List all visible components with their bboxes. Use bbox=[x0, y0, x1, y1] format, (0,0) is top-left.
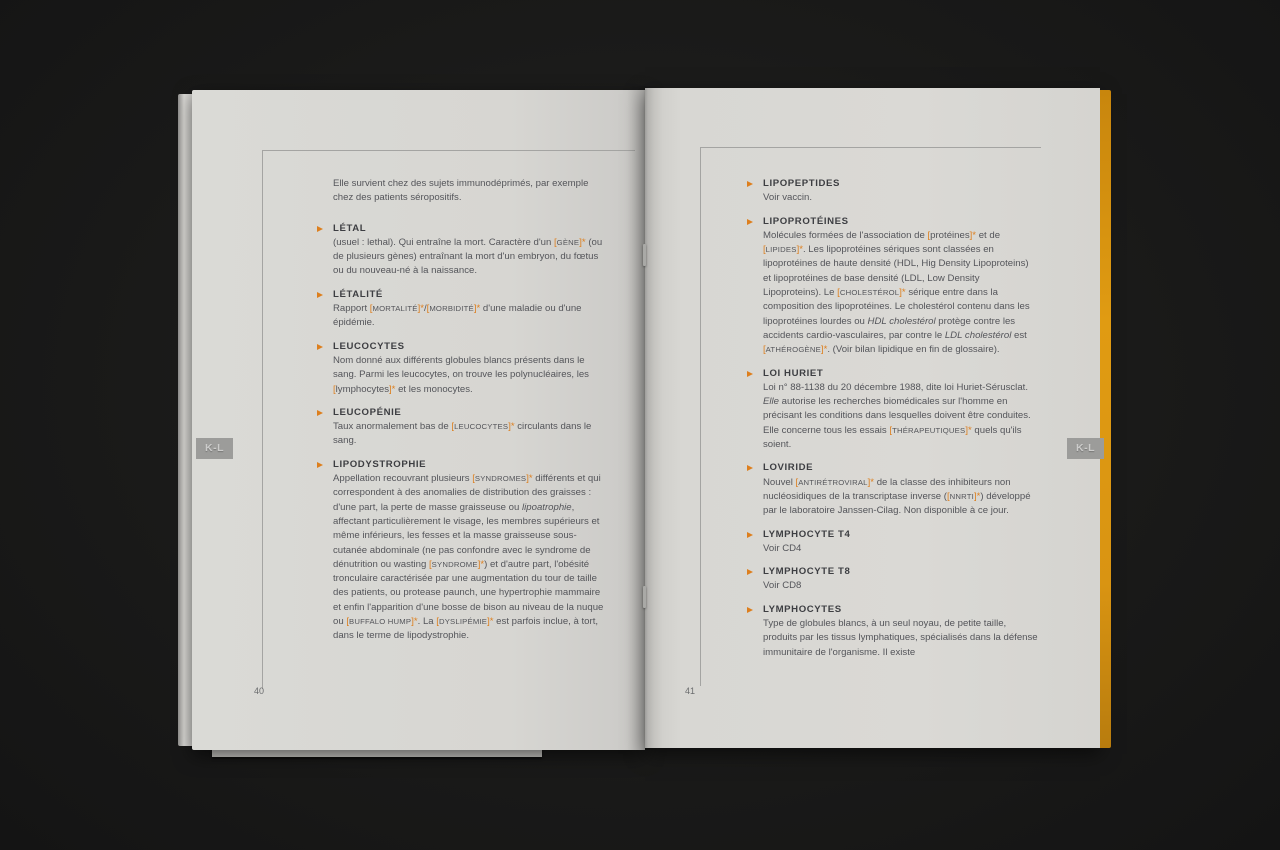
cross-reference: [SYNDROMES]* bbox=[472, 473, 533, 485]
entry-term: LIPOPEPTIDES bbox=[763, 178, 841, 189]
entry-body: Type de globules blancs, à un seul noyau, de petite taille, produits par les tissus lymphatiques, spécialisés dans la défense immunitaire de l'organisme. Il existe bbox=[763, 618, 1038, 658]
entry-body: Loi n° 88-1138 du 20 décembre 1988, dite loi Huriet-Sérusclat. Elle autorise les recherches biomédicales sur l'homme en précisant les conditions dans lesquelles doivent être conduites. Elle concerne tous les essais [THÉRAPEUTIQUES]* quels qu'ils soient. bbox=[763, 381, 1031, 451]
left-entries bbox=[333, 222, 605, 644]
cross-reference: [ANTIRÉTROVIRAL]* bbox=[795, 476, 875, 488]
entry-term: LÉTALITÉ bbox=[333, 288, 383, 300]
glossary-entry bbox=[333, 458, 605, 644]
entry-arrow-icon bbox=[747, 607, 753, 613]
entry-body: Voir CD8 bbox=[763, 580, 802, 592]
cross-reference: [NNRTI]* bbox=[946, 490, 981, 502]
entry-arrow-icon bbox=[747, 532, 753, 538]
entry-term: LOVIRIDE bbox=[763, 462, 814, 474]
entry-body: (usuel : lethal). Qui entraîne la mort. Caractère d'un [GÈNE]* (ou de plusieurs gènes) entraînant la mort d'un embryon, du fœtus ou du nouveau-né à la naissance. bbox=[333, 236, 603, 277]
entry-arrow-icon bbox=[317, 292, 323, 298]
cross-reference: [LEUCOCYTES]* bbox=[451, 421, 515, 433]
cross-reference: [MORBIDITÉ]* bbox=[426, 303, 481, 315]
cross-reference: [THÉRAPEUTIQUES]* bbox=[889, 424, 972, 436]
cross-reference: [lymphocytes]* bbox=[333, 383, 396, 395]
entry-body: Nouvel [ANTIRÉTROVIRAL]* de la classe des inhibiteurs non nucléosidiques de la transcriptase inverse ([NNRTI]*) développé par le laboratoire Janssen-Cilag. Non disponible à ce jour. bbox=[763, 476, 1031, 517]
entry-arrow-icon bbox=[747, 569, 753, 575]
cross-reference: [LIPIDES]* bbox=[763, 244, 803, 256]
entry-body: Taux anormalement bas de [LEUCOCYTES]* circulants dans le sang. bbox=[333, 421, 592, 447]
cross-reference: [protéines]* bbox=[927, 229, 977, 241]
entry-term: LYMPHOCYTES bbox=[763, 603, 842, 615]
page-left bbox=[192, 90, 645, 750]
entry-body: Molécules formées de l'association de [protéines]* et de [LIPIDES]*. Les lipoprotéines sériques sont classées en lipoprotéines de haute densité (HDL, Hig Density Lipoproteins) et lipoprotéines de base densité (LDL, Low Density Lipoproteins). Le [CHOLESTÉROL]* sérique entre dans la composition des lipoprotéines. Le cholestérol contenu dans les lipoprotéines lourdes ou HDL cholestérol protège contre les accidents cardio-vasculaires, par contre le LDL cholestérol est [ATHÉROGÈNE]*. (Voir bilan lipidique en fin de glossaire). bbox=[763, 229, 1030, 356]
page-right bbox=[645, 88, 1100, 748]
entry-term: LOI HURIET bbox=[763, 367, 824, 379]
entry-term: LÉTAL bbox=[333, 222, 367, 234]
glossary-entry bbox=[763, 177, 1039, 206]
right-entries bbox=[763, 177, 1039, 660]
cross-reference: [BUFFALO HUMP]* bbox=[346, 616, 418, 628]
entry-term: LYMPHOCYTE T4 bbox=[763, 528, 851, 540]
open-book bbox=[178, 86, 1112, 758]
section-tab-k-l-left: K-L bbox=[196, 438, 233, 459]
cross-reference: [SYNDROME]* bbox=[429, 558, 485, 570]
glossary-entry bbox=[333, 222, 605, 279]
glossary-entry bbox=[763, 565, 1039, 594]
glossary-entry bbox=[333, 340, 605, 397]
entry-arrow-icon bbox=[747, 219, 753, 225]
page-number-right: 41 bbox=[685, 686, 696, 696]
right-page-content bbox=[763, 177, 1039, 669]
entry-arrow-icon bbox=[317, 344, 323, 350]
entry-term: LEUCOCYTES bbox=[333, 340, 405, 352]
glossary-entry bbox=[763, 367, 1039, 453]
cross-reference: [MORTALITÉ]* bbox=[369, 303, 424, 315]
staple-icon bbox=[643, 586, 646, 608]
staple-icon bbox=[643, 244, 646, 266]
entry-term: LEUCOPÉNIE bbox=[333, 406, 402, 418]
entry-arrow-icon bbox=[747, 371, 753, 377]
entry-arrow-icon bbox=[317, 226, 323, 232]
entry-arrow-icon bbox=[317, 410, 323, 416]
cross-reference: [DYSLIPÉMIE]* bbox=[436, 616, 494, 628]
glossary-entry bbox=[333, 288, 605, 331]
entry-body: Appellation recouvrant plusieurs [SYNDROMES]* différents et qui correspondent à des anomalies de distribution des graisses : d'une part, la perte de masse graisseuse ou lipoatrophie, affectant particulièrement le visage, les membres supérieurs et même inférieurs, les fesses et la masse graisseuse sous-cutanée abdominale (ne pas confondre avec le syndrome de dénutrition ou wasting [SYNDROME]*) et d'autre part, l'obésité tronculaire caractérisée par une augmentation du tour de taille des patients, ou protease paunch, une hypertrophie mammaire et enfin l'apparition d'une bosse de bison au niveau de la nuque ou [BUFFALO HUMP]*. La [DYSLIPÉMIE]* est parfois inclue, à tort, dans le terme de lipodystrophie. bbox=[333, 473, 604, 642]
entry-term: LYMPHOCYTE T8 bbox=[763, 566, 851, 578]
glossary-entry bbox=[763, 603, 1039, 660]
orange-cover-edge bbox=[1100, 90, 1111, 748]
entry-body: Nom donné aux différents globules blancs présents dans le sang. Parmi les leucocytes, on trouve les polynucléaires, les [lymphocytes]* et les monocytes. bbox=[333, 354, 589, 395]
entry-body: Rapport [MORTALITÉ]*/[MORBIDITÉ]* d'une maladie ou d'une épidémie. bbox=[333, 303, 582, 329]
left-page-content bbox=[333, 177, 605, 653]
continuation-paragraph: Elle survient chez des sujets immunodéprimés, par exemple chez des patients séropositifs. bbox=[333, 178, 589, 204]
entry-term: LIPODYSTROPHIE bbox=[333, 458, 427, 470]
entry-arrow-icon bbox=[317, 462, 323, 468]
page-edges-left bbox=[178, 94, 193, 746]
entry-arrow-icon bbox=[747, 181, 753, 187]
glossary-entry bbox=[763, 215, 1039, 358]
entry-body: Voir vaccin. bbox=[763, 192, 813, 204]
cross-reference: [GÈNE]* bbox=[554, 236, 586, 248]
page-number-left: 40 bbox=[254, 686, 265, 696]
section-tab-k-l-right: K-L bbox=[1067, 438, 1104, 459]
glossary-entry bbox=[333, 406, 605, 449]
glossary-entry bbox=[763, 461, 1039, 518]
entry-term: LIPOPROTÉINES bbox=[763, 215, 849, 227]
glossary-entry bbox=[763, 528, 1039, 557]
entry-arrow-icon bbox=[747, 465, 753, 471]
cross-reference: [ATHÉROGÈNE]* bbox=[763, 344, 828, 356]
entry-body: Voir CD4 bbox=[763, 542, 802, 554]
cross-reference: [CHOLESTÉROL]* bbox=[837, 287, 906, 299]
